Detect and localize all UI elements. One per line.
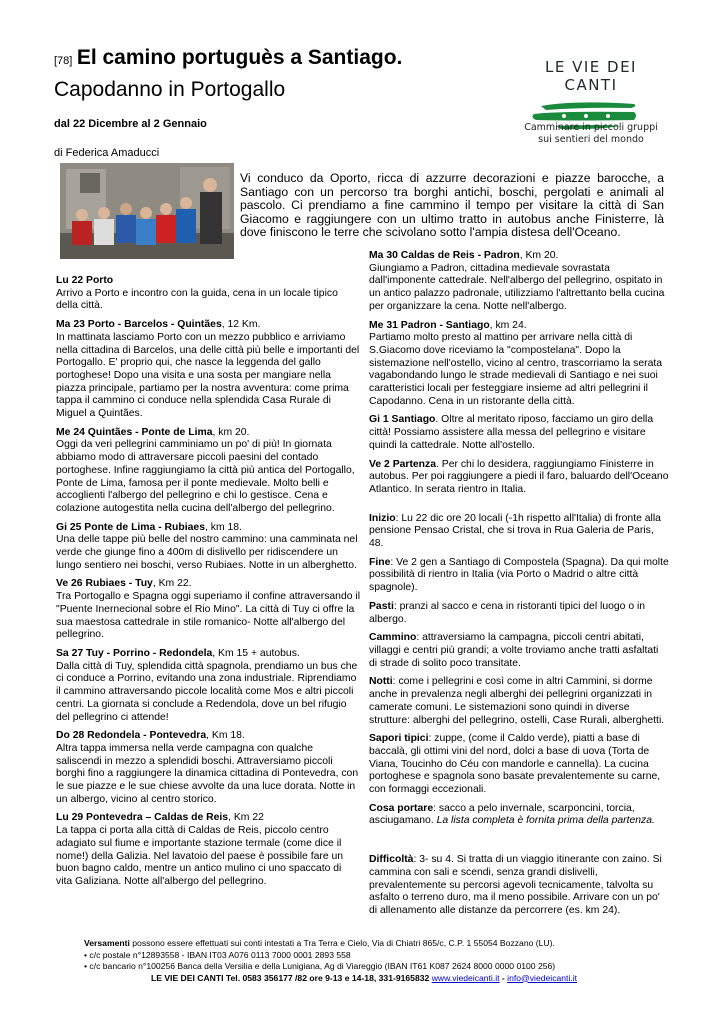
day-entry: Do 28 Redondela - Pontevedra, Km 18. Altra tappa immersa nella verde campagna con qualche saliscendi in mezzo a splendidi boschi. Attraversiamo piccoli borghi fino a raggiungere la dinamica cittadina di Pontevedra, con le sue piazze e le sue chiese avvolte da una luce dorata. Notte in un albergo, vicino al centro storico. [56,730,359,805]
contact-line: LE VIE DEI CANTI Tel. 0583 356177 /82 ore 9-13 e 14-18, 331-9165832 www.viedeicanti.it - info@viedeicanti.it [150,972,578,983]
group-photo [60,163,234,259]
day-entry: Gi 1 Santiago. Oltre al meritato riposo, facciamo un giro della città! Possiamo assistere alla messa del pellegrino e visitare quindi la cattedrale. Notte all'ostello. [369,414,654,451]
info-item: Notti: come i pellegrini e così come in altri Cammini, si dorme anche in prevalenza negli alberghi dei pellegrini organizzati in camerate comuni. Le sistemazioni sono quindi in diverse strutture: alberghi del pellegrino, ostelli, Case Rurali, alberghetti. [369,676,665,726]
postal-account: • c/c postale n°12893558 - IBAN IT03 A076 0113 7000 0001 2893 558 [84,949,351,960]
day-entry: Gi 25 Ponte de Lima - Rubiaes, km 18. Una delle tappe più belle del nostro cammino: una camminata nel verde che giunge fino a 400m di dislivello per ridiscendere un lungo sentiero nei boschi, verso Rubiaes. Notte in un alberghetto. [56,521,358,571]
itinerary-right-column [369,250,669,924]
trip-author: di Federica Amaducci [54,147,160,159]
day-entry: Me 31 Padron - Santiago, km 24. Partiamo molto presto al mattino per arrivare nella città di S.Giacomo dove riceviamo la "compostelana". Dopo la sistemazione nell'ostello, vicino al centro, trascorriamo la serata vagabondando lungo le strade medievali di Santiago e nei suoi caratteristici locali per festeggiare insieme ad altri pellegrini il Capodanno. Cena in un ristorante della città. [369,319,663,407]
info-item: Cammino: attraversiamo la campagna, piccoli centri abitati, villaggi e centri più grandi; a volte troviamo anche tratti asfaltati di strade di solito poco transitate. [369,632,659,669]
bank-account: • c/c bancario n°100256 Banca della Versilia e della Lunigiana, Ag di Viareggio (IBAN IT61 K087 2624 8000 0000 0100 256) [84,961,556,971]
info-item: Pasti: pranzi al sacco e cena in ristoranti tipici del luogo o in albergo. [369,600,646,625]
payment-note: Versamenti possono essere effettuati sui conti intestati a Tra Terra e Cielo, Via di Chiatri 865/c, C.P. 1 55054 Bozzano (LU). [84,938,555,948]
trip-number: [78] [54,55,73,67]
cosa-portare: Cosa portare: sacco a pelo invernale, scarponcini, torcia, asciugamano. La lista completa è fornita prima della partenza. [369,802,655,827]
group-photo-icon [60,163,234,259]
title-block [54,46,494,70]
day-entry: Me 24 Quintães - Ponte de Lima, km 20. Oggi da veri pellegrini camminiamo un po' di più! In giornata abbiamo modo di attraversare piccoli paesini del contado portoghese. Infine raggiungiamo la città più antica del Portogallo, Ponte de Lima, famosa per il ponte medievale. Molto belli e accoglienti l'albergo del pellegrino e chi lo gestisce. Cena e colazione autogestita nella cucina dell'albergo del pellegrino. [56,426,355,514]
day-entry: Sa 27 Tuy - Porrino - Redondela, Km 15 + autobus. Dalla città di Tuy, splendida città spagnola, prendiamo un bus che ci conduce a Porrino, evitando una zona industriale. Riprendiamo il cammino attraversando piccole località come Mos e altri piccoli centri. La giornata si conclude a Redendola, dove un bel rifugio del pellegrino ci attende! [56,647,358,723]
page-subtitle: Capodanno in Portogallo [54,78,286,101]
info-item: Inizio: Lu 22 dic ore 20 locali (-1h rispetto all'Italia) di fronte alla pensione Pensao Cristal, che si trova in Rua Galeria de Paris, 48. [369,512,661,550]
trip-dates: dal 22 Dicembre al 2 Gennaio [54,118,207,130]
difficolta: Difficoltà: 3- su 4. Si tratta di un viaggio itinerante con zaino. Si cammina con sali e scendi, senza grandi dislivelli, prevalentemente su percorsi agevoli tecnicamente, talvolta su asfalto o terreno duro, ma il meno possibile. Arrivare con un po' di allenamento alle distanze da percorrere (es. km 24). [369,854,662,916]
intro-paragraph: Vi conduco da Oporto, ricca di azzurre decorazioni e piazze barocche, a Santiago con un percorso tra borghi antichi, boschi, pergolati e animali al pascolo. Ci prendiamo a fine cammino il tempo per visitare la città di San Giacomo e raggiungere con un ultimo tratto in autobus anche Finisterre, là dove finiscono le terre che scivolano sotto l'ampia distesa dell'Oceano. [240,171,664,240]
day-entry: Lu 22 Porto Arrivo a Porto e incontro con la guida, cena in un locale tipico della città. [56,275,338,312]
day-entry: Ma 30 Caldas de Reis - Padron, Km 20. Giungiamo a Padron, cittadina medievale sovrastata dall'imponente cattedrale. Nell'albergo del pellegrino, ospitato in un antico palazzo padronale, utilizziamo l'altrettanto bella cucina per organizzare la cena. Notte nell'albergo. [369,250,665,312]
page-title: El camino portuguès a Santiago. [76,46,403,69]
day-entry: Ve 26 Rubiaes - Tuy, Km 22. Tra Portogallo e Spagna oggi superiamo il confine attraversando il "Puente Inernecional sobre el Rio Mino". La città di Tuy ci offre la sua maestosa cattedrale in stile romanico- Notte all'albergo del pellegrino. [56,578,361,641]
day-entry: Ma 23 Porto - Barcelos - Quintães, 12 Km. In mattinata lasciamo Porto con un mezzo pubblico e arriviamo nella cittadina di Barcelos, una delle città più belle e importanti del Portogallo. E' proprio qui, che nasce la leggenda del gallo portoghese! Dopo una visita e una sosta per mangiare nella piazza principale, partiamo per la nostra avventura: come prima tappa il cammino ci conduce nella splendida Casa Rurale di Miguel a Quintães. [56,319,360,420]
info-item: Fine: Ve 2 gen a Santiago di Compostela (Spagna). Da qui molte possibilità di rientro in Italia (via Porto o Madrid o altre città spagnole). [369,556,669,594]
day-entry: Ve 2 Partenza. Per chi lo desidera, raggiungiamo Finisterre in autobus. Per poi raggiungere a piedi il faro, baluardo dell'Oceano Atlantico. In serata rientro in Italia. [369,458,669,495]
footer [84,938,684,984]
itinerary-left-column [56,275,360,895]
website-link[interactable]: www.viedeicanti.it [431,972,500,983]
info-item: Sapori tipici: zuppe, (come il Caldo verde), piatti a base di baccalà, gli ottimi vini del nord, dolci a base di uova (Torta de Viana, Toucinho do Céu con mandorle e cannella). La cucina portoghese e spagnola sono basate prevalentemente su carne, con formaggi eccezionali. [369,733,661,796]
email-link[interactable]: info@viedeicanti.it [507,972,578,983]
day-entry: Lu 29 Pontevedra – Caldas de Reis, Km 22 La tappa ci porta alla città di Caldas de Reis, piccolo centro adagiato sul fiume e importante stazione termale (come dice il nome!) della Galizia. Nel lavatoio del paese è possibile fare un buon bagno caldo, mentre un antico mulino ci uno spaccato di vita Galiziana. Notte all'albergo del pellegrino. [56,812,344,887]
logo-tagline: Camminare in piccoli gruppi sui sentieri del mondo [524,122,658,145]
logo-name: LE VIE DEI CANTI [545,58,637,94]
